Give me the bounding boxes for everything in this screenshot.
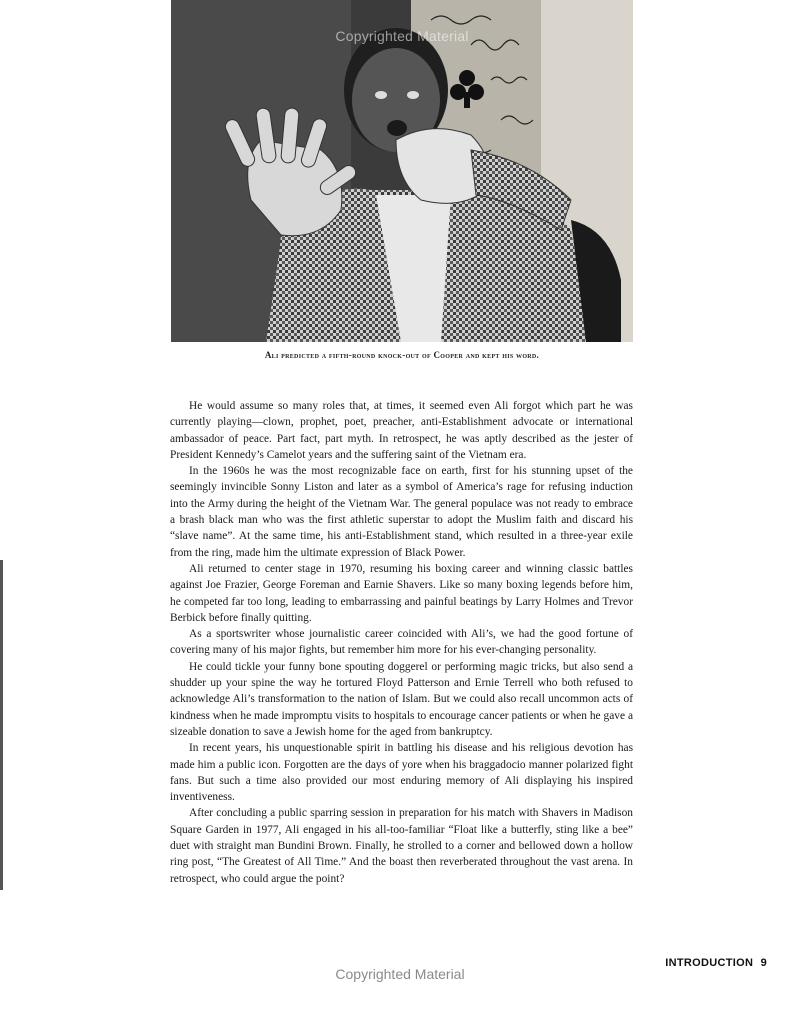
page-edge-mark: [0, 560, 3, 890]
boxer-photo: [171, 0, 633, 342]
photo-illustration: [171, 0, 633, 342]
section-title: INTRODUCTION: [665, 957, 754, 969]
copyright-watermark: Copyrighted Material: [335, 966, 465, 982]
paragraph: As a sportswriter whose journalistic career coincided with Ali’s, we had the good fortune of covering many of his major fights, but remember him more for his ever-changing personality.: [170, 628, 633, 657]
article-body: [170, 398, 633, 887]
page-number: 9: [760, 957, 767, 969]
paragraph: In the 1960s he was the most recognizable face on earth, first for his stunning upset of the seemingly invincible Sonny Liston and later as a symbol of America’s rage for refusing induction into the Army during the height of the Vietnam War. The general populace was not ready to embrace a brash black man who was the first athletic superstar to adopt the Muslim faith and discard his “slave name”. At the same time, his anti-Establishment stand, which resulted in a three-year exile from the ring, made him the ultimate expression of Black Power.: [170, 465, 633, 559]
paragraph: After concluding a public sparring session in preparation for his match with Shavers in Madison Square Garden in 1977, Ali engaged in his all-too-familiar “Float like a butterfly, sting like a bee” duet with straight man Bundini Brown. Finally, he strolled to a corner and bellowed down a hollow ring post, “The Greatest of All Time.” And the boast then reverberated throughout the vast arena. In retrospect, who could argue the point?: [170, 807, 633, 885]
paragraph: He would assume so many roles that, at times, it seemed even Ali forgot which part he was currently playing—clown, prophet, poet, preacher, anti-Establishment advocate or international ambassador of peace. Part fact, part myth. In retrospect, he was aptly described as the jester of President Kennedy’s Camelot years and the suffering saint of the Vietnam era.: [170, 400, 633, 461]
paragraph: Ali returned to center stage in 1970, resuming his boxing career and winning classic battles against Joe Frazier, George Foreman and Earnie Shavers. Like so many boxing legends before him, he competed far too long, leading to embarrassing and painful beatings by Larry Holmes and Trevor Berbick before finally quitting.: [170, 562, 633, 624]
photo-watermark: Copyrighted Material: [335, 28, 469, 44]
paragraph: In recent years, his unquestionable spirit in battling his disease and his religious devotion has made him a public icon. Forgotten are the days of yore when his braggadocio manner polarized fight fans. But such a time also provided our most enduring memory of Ali displaying his inspired inventiveness.: [170, 742, 633, 804]
paragraph: He could tickle your funny bone spouting doggerel or performing magic tricks, but also send a shudder up your spine the way he tortured Floyd Patterson and Ernie Terrell who both refused to acknowledge Ali’s transformation to the nation of Islam. But we could also recall uncommon acts of kindness when he made impromptu visits to hospitals to encourage cancer patients or when he gave a sizeable donation to save a Jewish home for the aged from bankruptcy.: [170, 660, 633, 738]
photo-caption: Ali predicted a fifth-round knock-out of Cooper and kept his word.: [264, 350, 540, 360]
